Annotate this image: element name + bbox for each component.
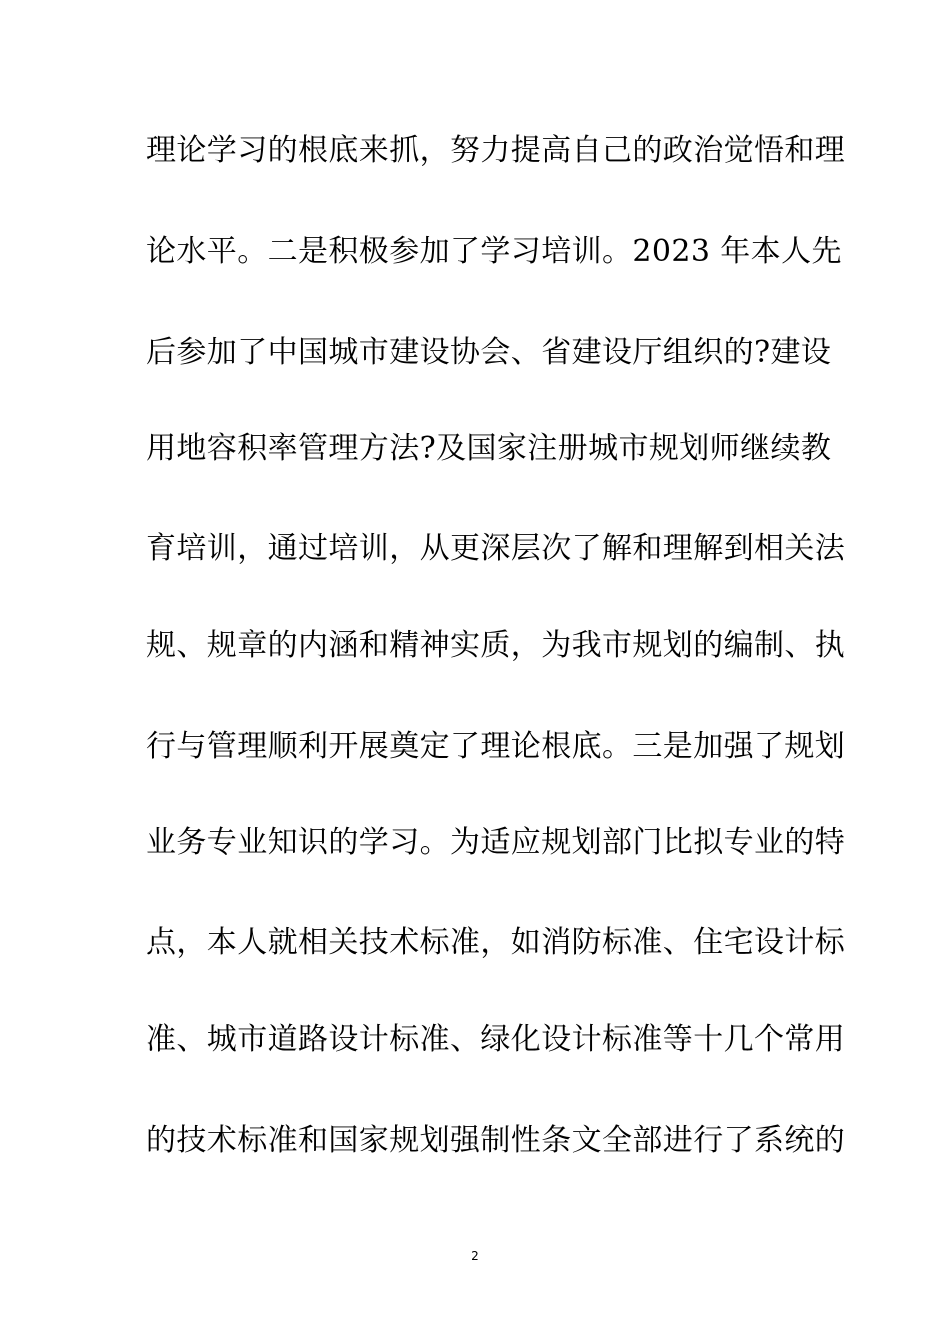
body-text-line: 业务专业知识的学习。为适应规划部门比拟专业的特	[146, 825, 846, 860]
body-text-line: 规、规章的内涵和精神实质，为我市规划的编制、执	[146, 628, 846, 663]
page-number: 2	[471, 1249, 479, 1263]
body-text-line: 论水平。二是积极参加了学习培训。2023 年本人先	[146, 234, 842, 269]
body-text-line: 后参加了中国城市建设协会、省建设厅组织的?建设	[146, 335, 832, 370]
body-text-line: 行与管理顺利开展奠定了理论根底。三是加强了规划	[146, 729, 846, 764]
body-text-line: 点，本人就相关技术标准，如消防标准、住宅设计标	[146, 925, 846, 960]
body-text-line: 育培训，通过培训，从更深层次了解和理解到相关法	[146, 531, 846, 566]
body-text-line: 的技术标准和国家规划强制性条文全部进行了系统的	[146, 1123, 846, 1158]
body-text-line: 理论学习的根底来抓，努力提高自己的政治觉悟和理	[146, 133, 846, 168]
body-text-line: 用地容积率管理方法?及国家注册城市规划师继续教	[146, 431, 832, 466]
body-text-line: 准、城市道路设计标准、绿化设计标准等十几个常用	[146, 1022, 846, 1057]
